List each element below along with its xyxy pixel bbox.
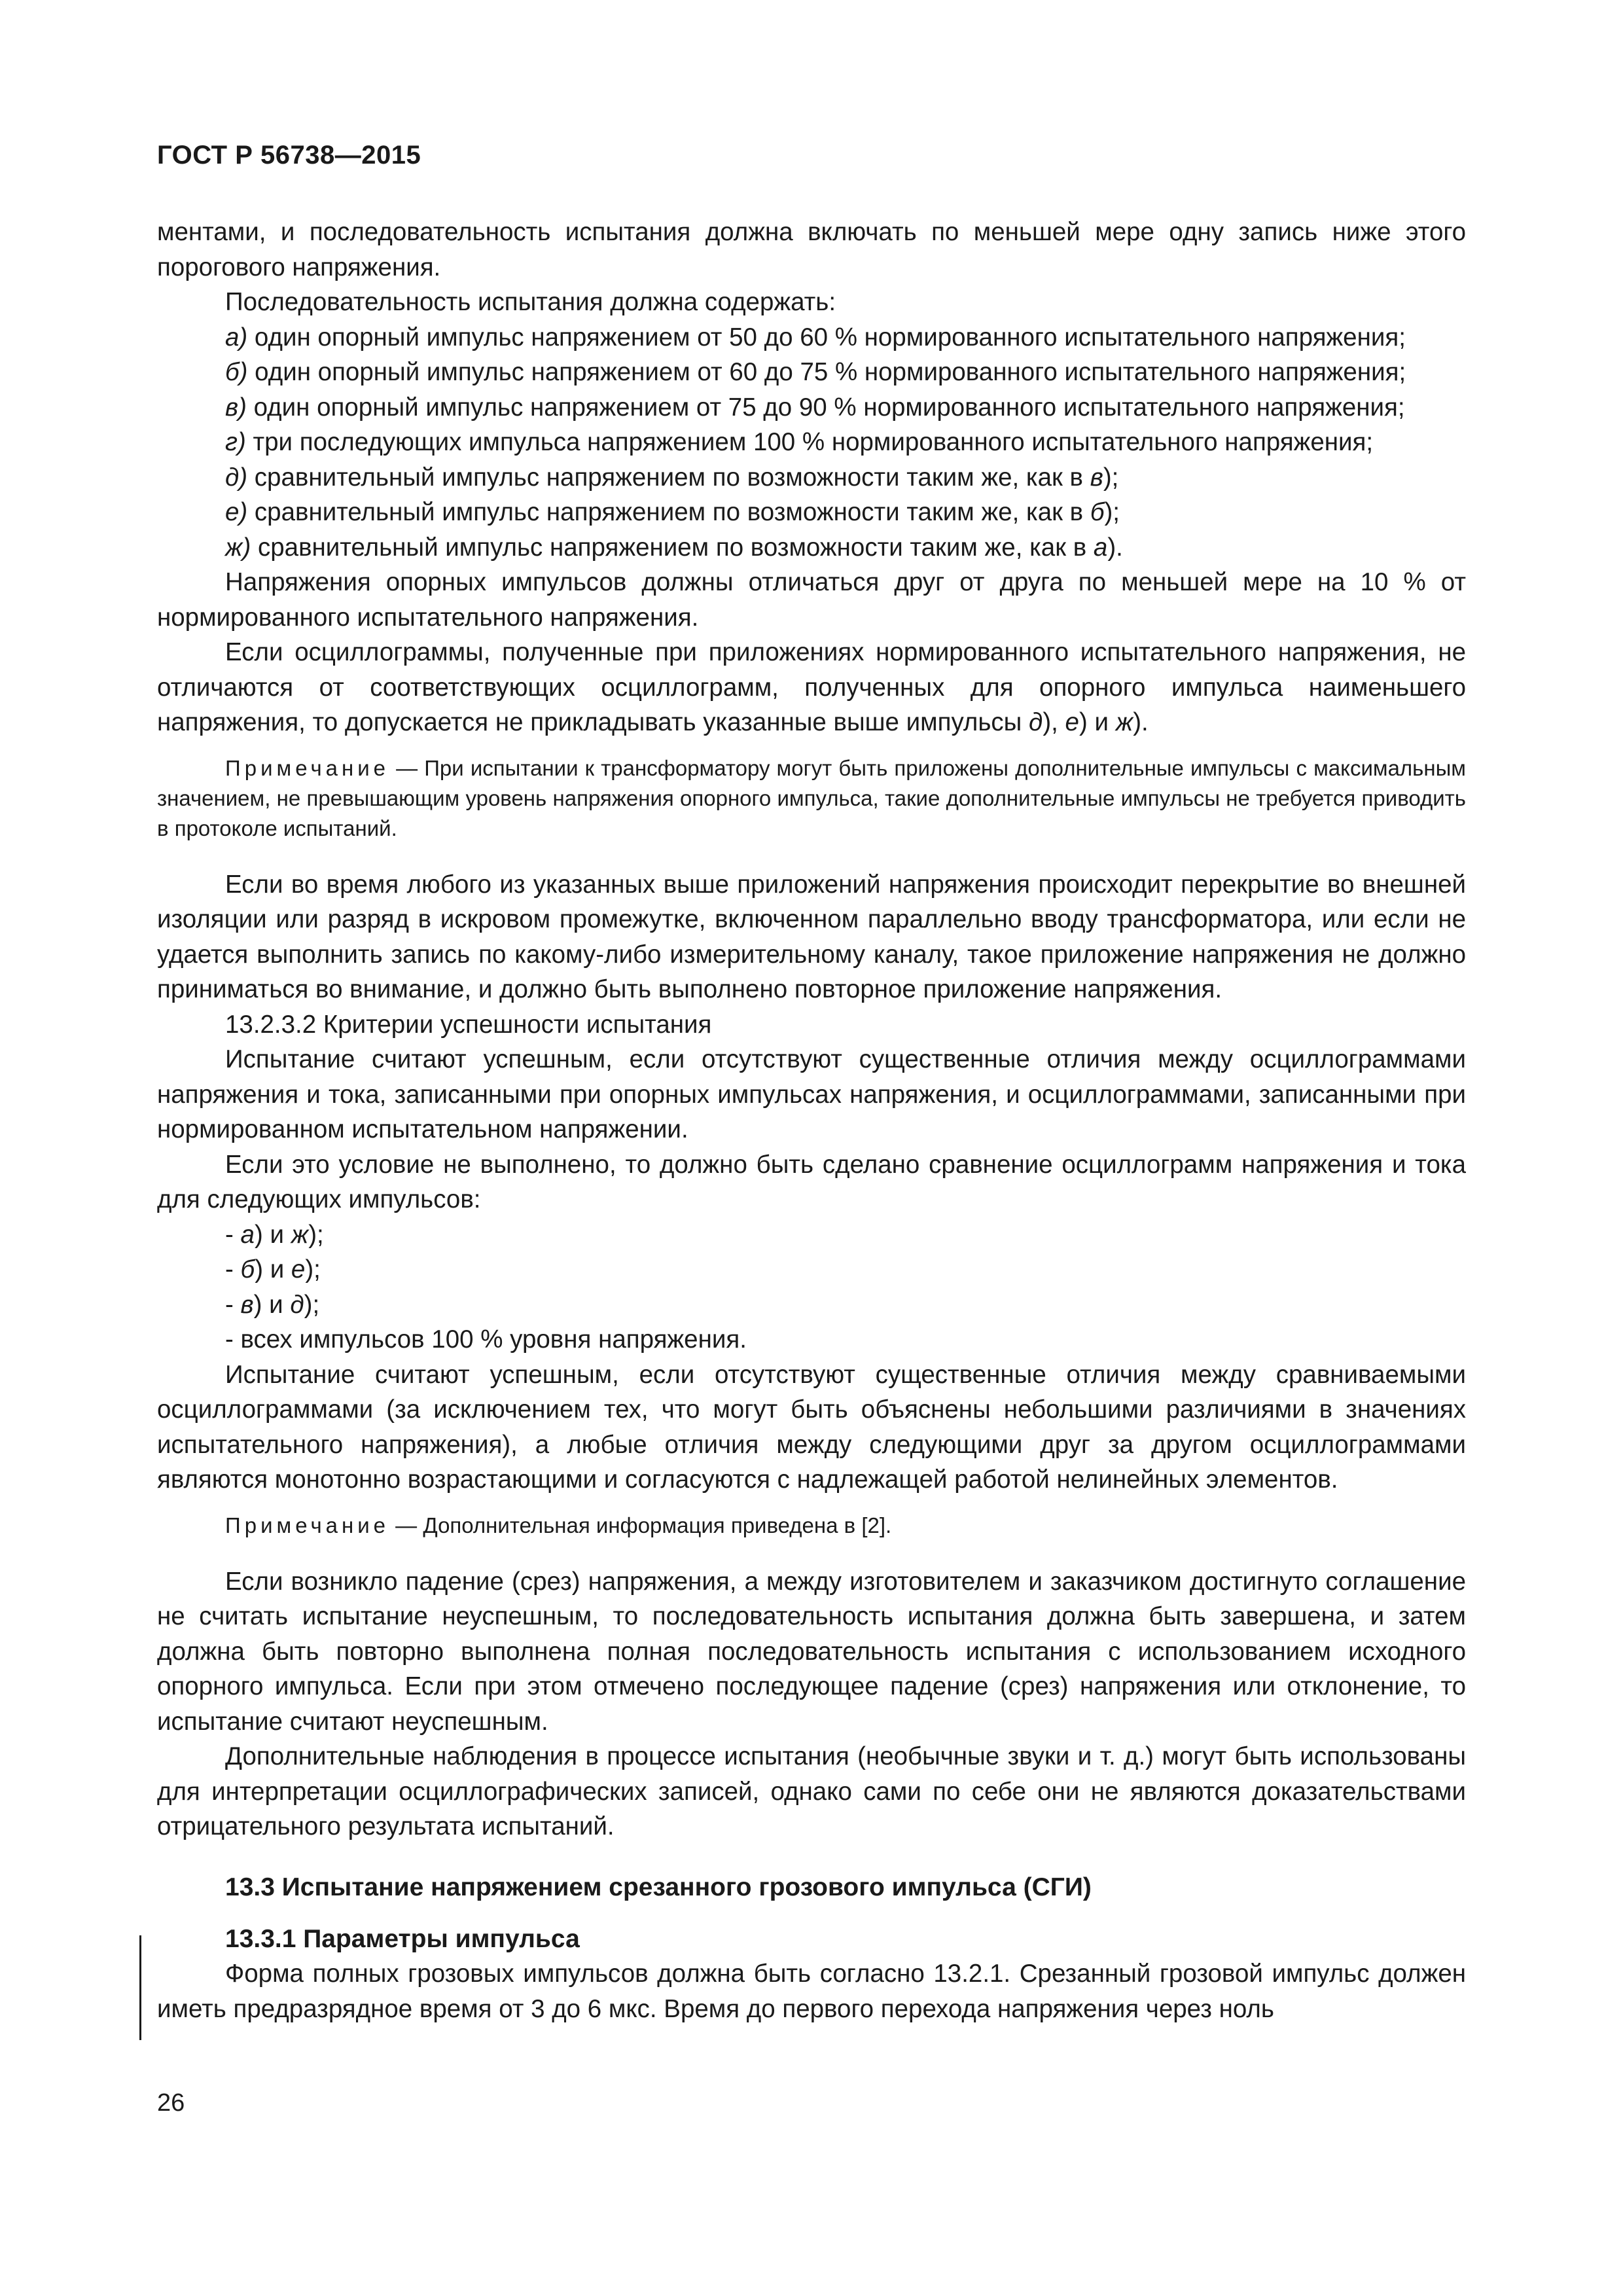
list-item	[157, 320, 1466, 355]
list-text: один опорный импульс напряжением от 50 до 60 % нормированного испытательного напряжения;	[247, 323, 1406, 351]
paragraph: Испытание считают успешным, если отсутствуют существенные отличия между осциллограммами напряжения и тока, записанными при опорных импульсах напряжения, и осциллограммами, записанными при нормированном испытательном напряжении.	[157, 1045, 1466, 1143]
text-run: );	[308, 1220, 324, 1249]
list-marker: г)	[225, 428, 246, 456]
text-run: а	[240, 1220, 255, 1249]
list-text: один опорный импульс напряжением от 75 до 90 % нормированного испытательного напряжения;	[246, 393, 1405, 422]
paragraph: Если во время любого из указанных выше приложений напряжения происходит перекрытие во внешней изоляции или разряд в искровом промежутке, включенном параллельно вводу трансформатора, или если не удается выполнить запись по какому-либо измерительному каналу, такое приложение напряжения не должно приниматься во внимание, и должно быть выполнено повторное приложение напряжения.	[157, 870, 1466, 1003]
list-item	[157, 355, 1466, 390]
dash-marker: -	[225, 1325, 241, 1354]
paragraph: Дополнительные наблюдения в процессе испытания (необычные звуки и т. д.) могут быть использованы для интерпретации осциллографических записей, однако сами по себе они не являются доказательствами отрицательного результата испытаний.	[157, 1742, 1466, 1840]
text-run: );	[304, 1290, 320, 1319]
text-run: ) и	[255, 1255, 291, 1283]
text-run: ),	[1043, 708, 1065, 736]
note-label: Примечание	[225, 755, 390, 780]
list-text: один опорный импульс напряжением от 60 до 75 % нормированного испытательного напряжения;	[247, 358, 1406, 386]
document-header: ГОСТ Р 56738—2015	[157, 141, 421, 170]
list-ref: а	[1093, 533, 1108, 562]
text-run: д	[1029, 708, 1043, 736]
list-item	[157, 390, 1466, 425]
note-text: — При испытании к трансформатору могут быть приложены дополнительные импульсы с максимальным значением, не превышающим уровень напряжения опорного импульса, такие дополнительные импульсы не требуется приводить в протоколе испытаний.	[157, 755, 1466, 840]
note-text: — Дополнительная информация приведена в [2].	[389, 1513, 892, 1537]
list-text: сравнительный импульс напряжением по возможности таким же, как в	[247, 463, 1090, 492]
list-item	[157, 530, 1466, 565]
note-label: Примечание	[225, 1513, 390, 1537]
dash-marker: -	[225, 1290, 241, 1319]
list-marker: б)	[225, 358, 248, 386]
paragraph: Форма полных грозовых импульсов должна быть согласно 13.2.1. Срезанный грозовой импульс должен иметь предразрядное время от 3 до 6 мкс. Время до первого перехода напряжения через ноль	[157, 1960, 1466, 2023]
list-item	[157, 460, 1466, 495]
list-text: сравнительный импульс напряжением по возможности таким же, как в	[251, 533, 1094, 562]
note	[157, 753, 1466, 844]
paragraph: Испытание считают успешным, если отсутствуют существенные отличия между сравниваемыми осциллограммами (за исключением тех, что могут быть объяснены небольшими различиями в значениях испытательного напряжения), а любые отличия между следующими друг за другом осциллограммами являются монотонно возрастающими и согласуются с надлежащей работой нелинейных элементов.	[157, 1360, 1466, 1494]
list-end: ).	[1107, 533, 1123, 562]
paragraph: Напряжения опорных импульсов должны отличаться друг от друга по меньшей мере на 10 % от нормированного испытательного напряжения.	[157, 568, 1466, 632]
list-ref: в	[1090, 463, 1103, 492]
dash-item	[157, 1252, 1466, 1287]
text-run: ).	[1133, 708, 1149, 736]
paragraph	[157, 635, 1466, 740]
dash-item	[157, 1287, 1466, 1323]
dash-marker: -	[225, 1255, 241, 1283]
text-run: б	[240, 1255, 255, 1283]
subsection-title: 13.2.3.2 Критерии успешности испытания	[225, 1010, 712, 1039]
document-page	[157, 141, 1466, 2026]
paragraph: ментами, и последовательность испытания должна включать по меньшей мере одну запись ниже этого порогового напряжения.	[157, 218, 1466, 281]
text-run: е	[1065, 708, 1079, 736]
dash-item	[157, 1322, 1466, 1357]
list-marker: ж)	[225, 533, 251, 562]
text-run: );	[305, 1255, 321, 1283]
text-run: е	[291, 1255, 306, 1283]
paragraph: Если возникло падение (срез) напряжения, а между изготовителем и заказчиком достигнуто соглашение не считать испытание неуспешным, то последовательность испытания должна быть завершена, и затем должна быть повторно выполнена полная последовательность испытания с использованием исходного опорного импульса. Если при этом отмечено последующее падение (срез) напряжения или отклонение, то испытание считают неуспешным.	[157, 1567, 1466, 1736]
text-run: ) и	[254, 1220, 291, 1249]
dash-item	[157, 1217, 1466, 1253]
dash-marker: -	[225, 1220, 241, 1249]
paragraph: Последовательность испытания должна содержать:	[225, 288, 836, 316]
section-heading: 13.3 Испытание напряжением срезанного грозового импульса (СГИ)	[225, 1873, 1092, 1901]
text-run: Если осциллограммы, полученные при приложениях нормированного испытательного напряжения, не отличаются от соответствующих осциллограмм, полученных для опорного импульса наименьшего напряжения, то допускается не прикладывать указанные выше импульсы	[157, 638, 1466, 736]
list-marker: е)	[225, 498, 248, 526]
list-item	[157, 495, 1466, 530]
list-end: );	[1103, 463, 1119, 492]
list-marker: в)	[225, 393, 247, 422]
text-run: ж	[291, 1220, 309, 1249]
text-run: ж	[1115, 708, 1133, 736]
list-marker: д)	[225, 463, 248, 492]
text-run: ) и	[1079, 708, 1116, 736]
list-end: );	[1104, 498, 1120, 526]
page-number: 26	[157, 2089, 185, 2117]
text-run: всех импульсов 100 % уровня напряжения.	[240, 1325, 747, 1354]
change-bar	[139, 1935, 141, 2040]
list-text: три последующих импульса напряжением 100 % нормированного испытательного напряжения;	[245, 428, 1374, 456]
note	[157, 1511, 1466, 1541]
text-run: ) и	[253, 1290, 291, 1319]
list-item	[157, 425, 1466, 460]
list-text: сравнительный импульс напряжением по возможности таким же, как в	[247, 498, 1090, 526]
list-marker: а)	[225, 323, 248, 351]
paragraph: Если это условие не выполнено, то должно быть сделано сравнение осциллограмм напряжения и тока для следующих импульсов:	[157, 1150, 1466, 1213]
text-run: в	[240, 1290, 254, 1319]
text-run: д	[290, 1290, 304, 1319]
list-ref: б	[1090, 498, 1105, 526]
subsection-heading: 13.3.1 Параметры импульса	[225, 1924, 580, 1953]
